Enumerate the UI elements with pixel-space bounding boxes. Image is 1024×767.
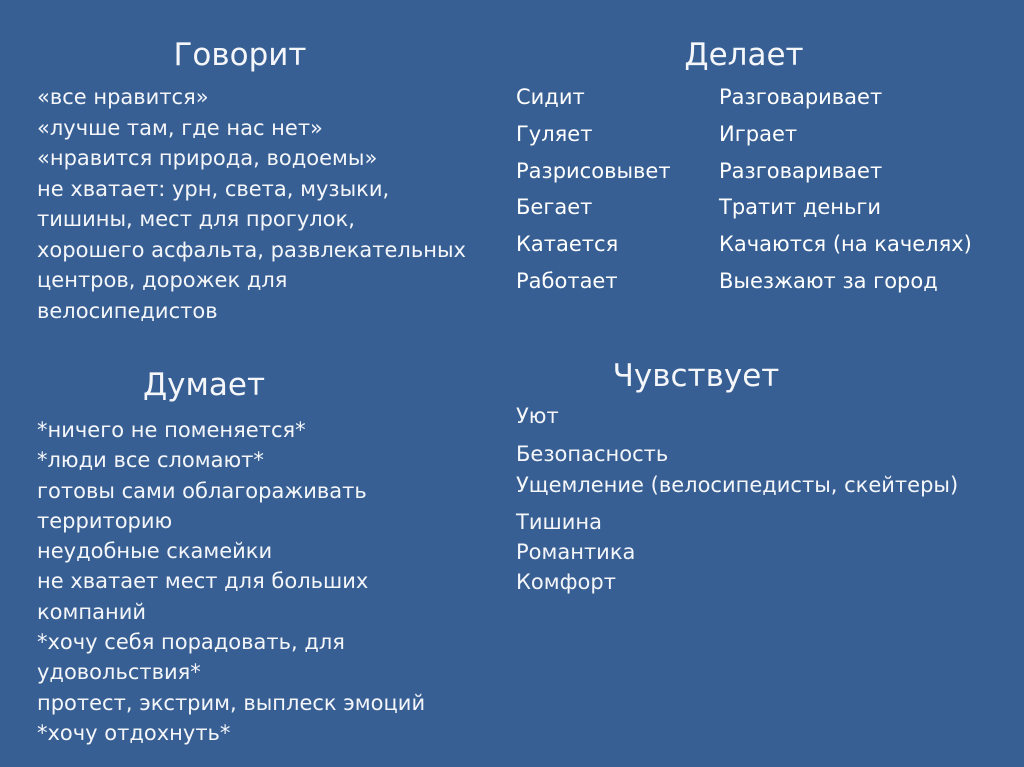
does-action: Работает: [516, 269, 618, 293]
does-action: Разрисовывет: [516, 158, 671, 183]
thinks-line: готовы сами облагораживать: [37, 478, 367, 503]
feels-heading: Чувствует: [612, 358, 780, 394]
says-list: [37, 82, 497, 326]
thinks-heading: Думает: [142, 367, 266, 403]
thinks-line: компаний: [37, 599, 146, 624]
says-line: велосипедистов: [37, 298, 218, 323]
does-action: Разговаривает: [719, 85, 883, 109]
does-action: Катается: [516, 232, 619, 257]
feels-line: Уют: [516, 404, 559, 428]
does-action: Качаются (на качелях): [719, 232, 972, 257]
thinks-line: не хватает мест для больших: [37, 569, 369, 594]
thinks-line: *ничего не поменяется*: [37, 418, 306, 442]
says-line: «все нравится»: [37, 85, 209, 109]
says-line: не хватает: урн, света, музыки,: [37, 176, 390, 201]
thinks-line: *хочу себя порадовать, для: [37, 630, 345, 655]
does-action: Сидит: [516, 85, 585, 109]
does-action: Разговаривает: [719, 158, 883, 183]
says-line: «нравится природа, водоемы»: [37, 146, 378, 170]
thinks-line: *хочу отдохнуть*: [37, 720, 231, 745]
thinks-line: *люди все сломают*: [37, 448, 264, 473]
says-heading: Говорит: [173, 37, 307, 73]
feels-line: Тишина: [516, 510, 602, 534]
does-action: Играет: [719, 121, 798, 146]
feels-line: Комфорт: [516, 570, 616, 594]
feels-line: Безопасность: [516, 442, 669, 466]
thinks-line: территорию: [37, 508, 173, 533]
does-action: Тратит деньги: [719, 195, 882, 220]
thinks-list: [37, 415, 497, 748]
says-line: «лучше там, где нас нет»: [37, 115, 323, 140]
feels-line: Ущемление (велосипедисты, скейтеры): [516, 473, 959, 497]
does-action: Гуляет: [516, 121, 593, 146]
thinks-line: протест, экстрим, выплеск эмоций: [37, 690, 426, 715]
feels-line: Романтика: [516, 540, 636, 564]
feels-list: [516, 0, 996, 767]
thinks-line: удовольствия*: [37, 660, 201, 685]
does-action: Выезжают за город: [719, 269, 938, 293]
does-heading: Делает: [684, 37, 804, 73]
does-action: Бегает: [516, 195, 593, 220]
says-line: центров, дорожек для: [37, 268, 288, 292]
says-line: хорошего асфальта, развлекательных: [37, 237, 466, 262]
thinks-line: неудобные скамейки: [37, 539, 273, 564]
says-line: тишины, мест для прогулок,: [37, 207, 355, 231]
